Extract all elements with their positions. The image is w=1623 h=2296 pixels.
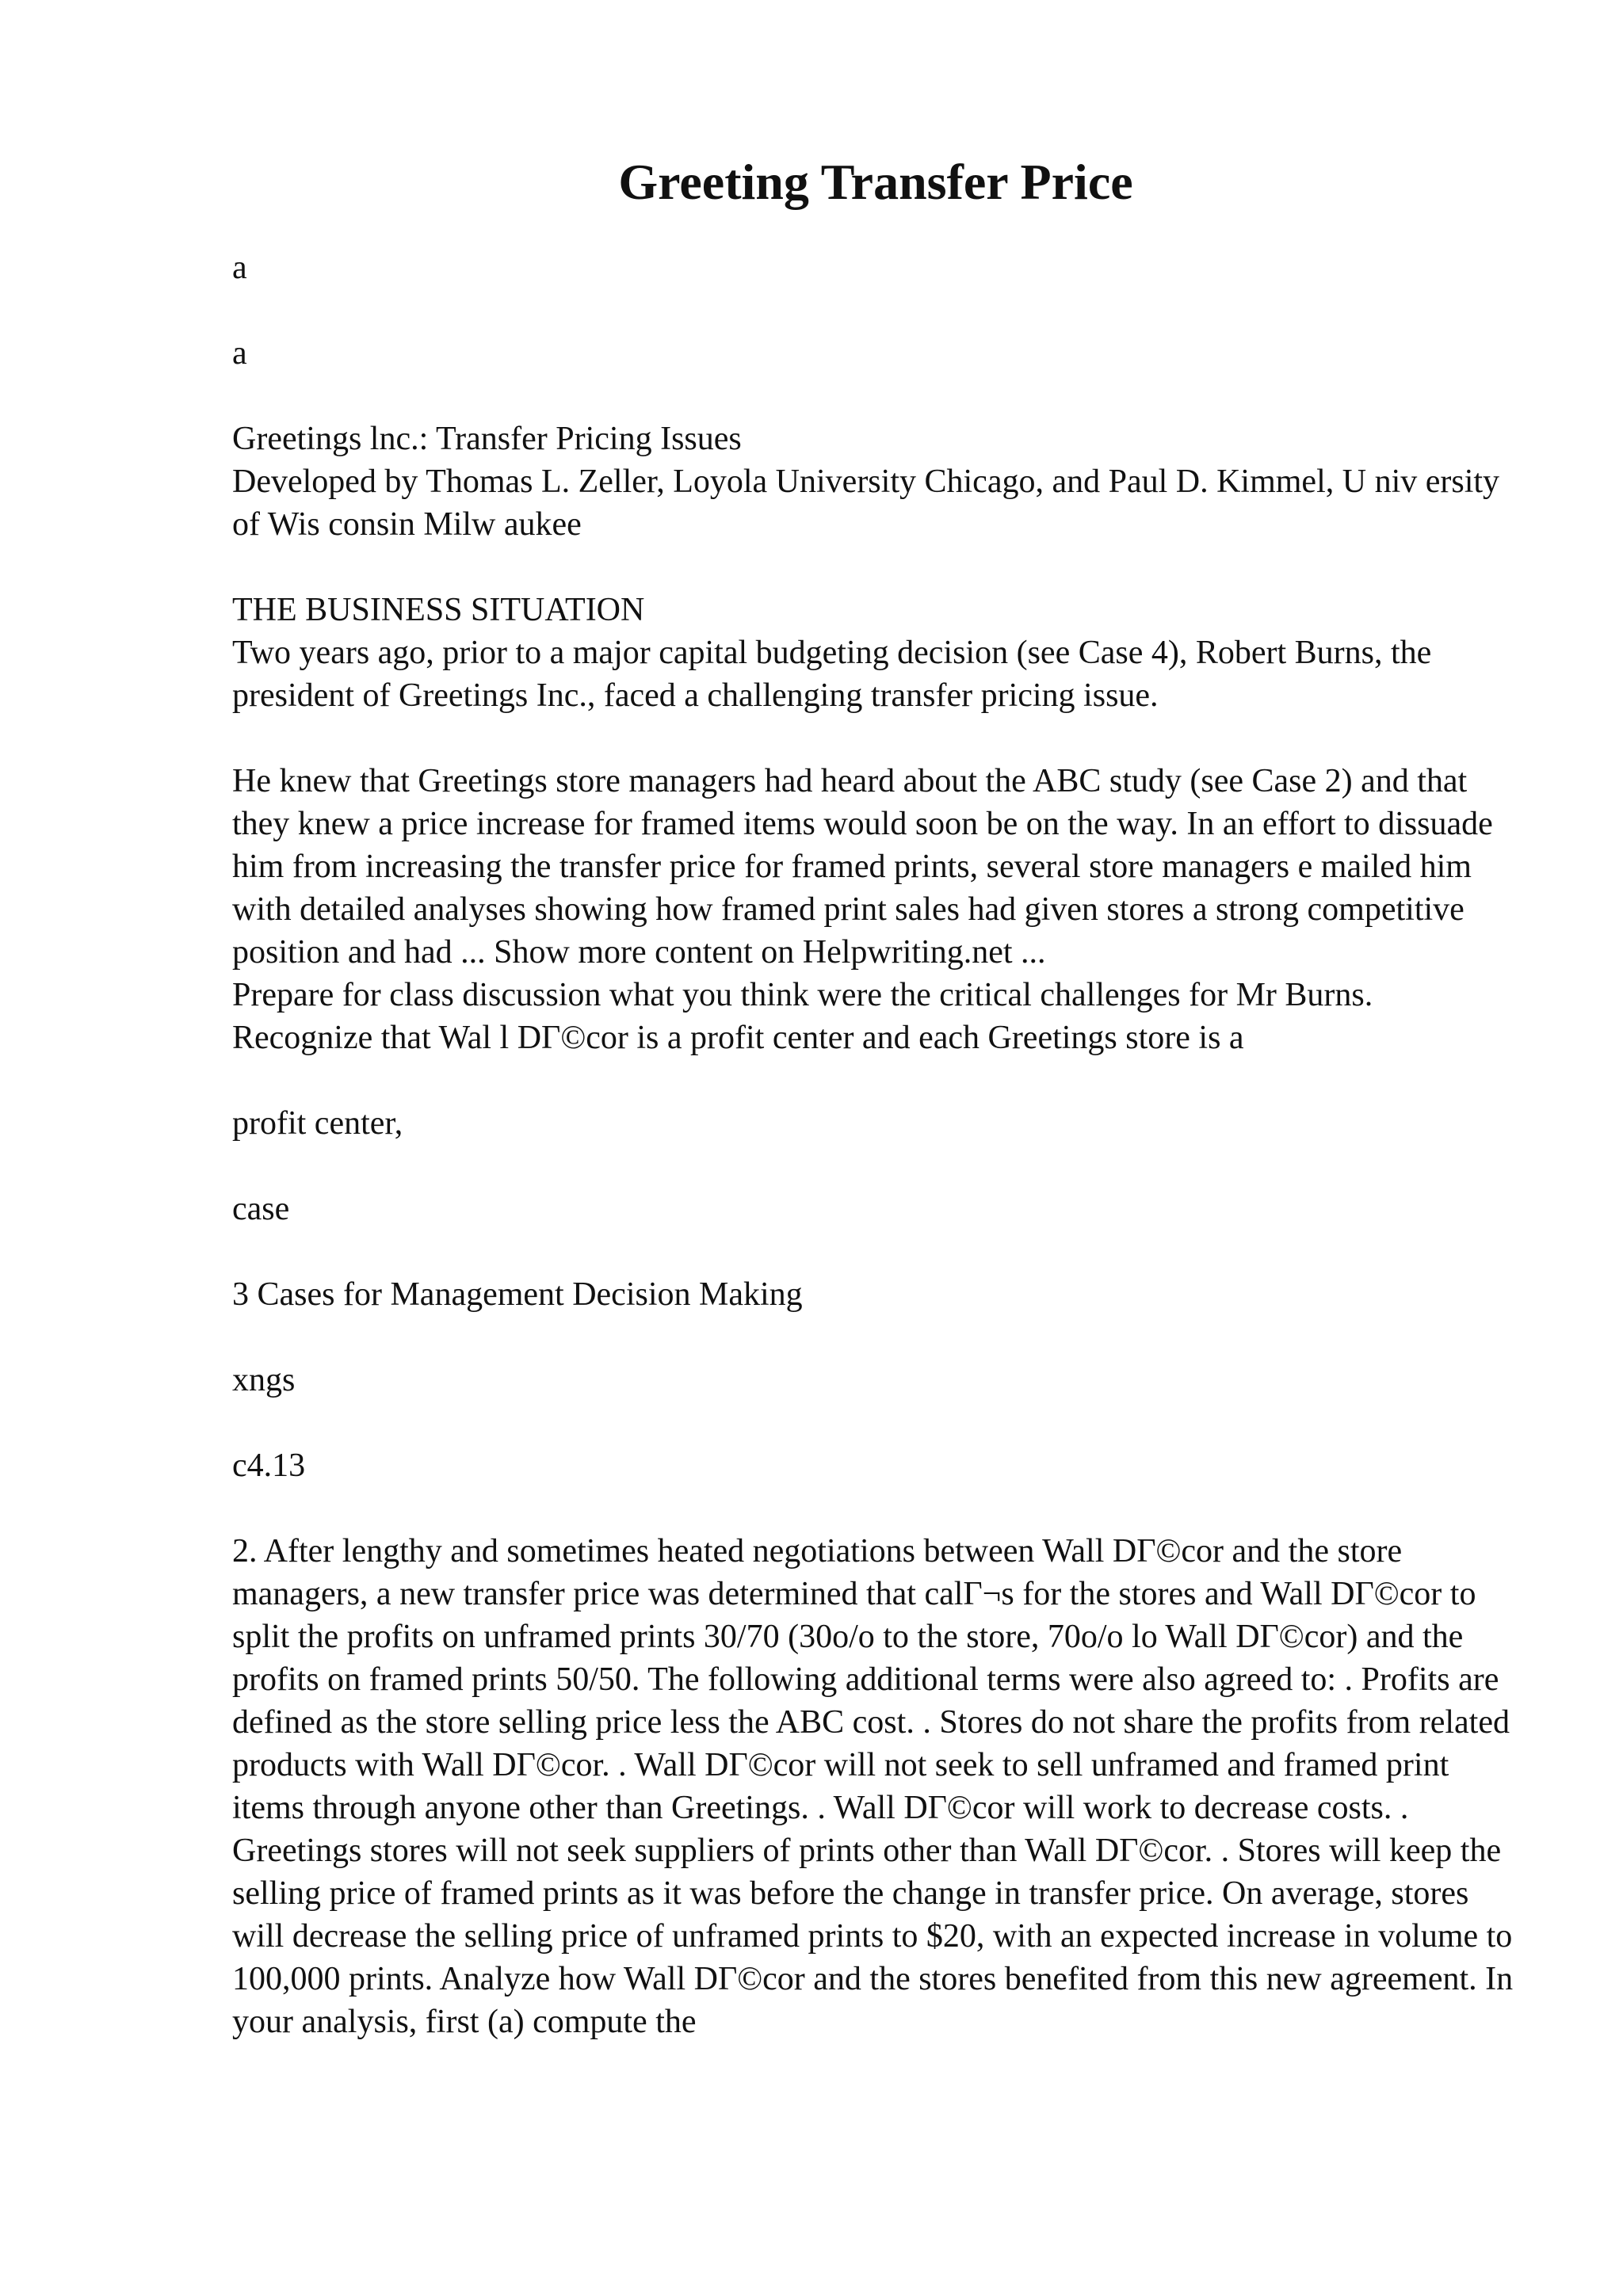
paragraph-negotiations: 2. After lengthy and sometimes heated negotiations between Wall DΓ©cor and the store managers, a new transfer price was determined that calΓ¬s for the stores and Wall DΓ©cor to split the profits on unframed prints 30/70 (30o/o to the store, 70o/o lo Wall DΓ©cor) and the profits on framed prints 50/50. The following additional terms were also agreed to: . Profits are defined as the store selling price less the ABC cost. . Stores do not share the profits from related products with Wall DΓ©cor. . Wall DΓ©cor will not seek to sell unframed and framed print items through anyone other than Greetings. . Wall DΓ©cor will work to decrease costs. . Greetings stores will not seek suppliers of prints other than Wall DΓ©cor. . Stores will keep the selling price of framed prints as it was before the change in transfer price. On average, stores will decrease the selling price of unframed prints to $20, with an expected increase in volume to 100,000 prints. Analyze how Wall DΓ©cor and the stores benefited from this new agreement. In your analysis, first (a) compute the [232, 1533, 1514, 2040]
paragraph-class-discussion: Prepare for class discussion what you think were the critical challenges for Mr Burns. Recognize that Wal l DΓ©cor is a profit center and each Greetings store is a [232, 977, 1373, 1056]
paragraph-a-2: a [232, 335, 247, 372]
document-title: Greeting Transfer Price [618, 154, 1133, 210]
paragraph-profit-center: profit center, [232, 1105, 403, 1142]
paragraph-c4-13: c4.13 [232, 1447, 306, 1484]
paragraph-case-header: Greetings lnc.: Transfer Pricing Issues Developed by Thomas L. Zeller, Loyola University Chicago, and Paul D. Kimmel, U niv ersity of Wis consin Milw aukee [232, 421, 1500, 543]
document-body [232, 246, 1516, 2086]
paragraph-cases-management: 3 Cases for Management Decision Making [232, 1276, 803, 1313]
paragraph-xngs: xngs [232, 1362, 296, 1398]
paragraph-case: case [232, 1191, 290, 1227]
paragraph-store-managers: He knew that Greetings store managers had heard about the ABC study (see Case 2) and that they knew a price increase for framed items would soon be on the way. In an effort to dissuade him from increasing the transfer price for framed prints, several store managers e mailed him with detailed analyses showing how framed print sales had given stores a strong competitive position and had ... Show more content on Helpwriting.net ... [232, 763, 1493, 971]
paragraph-business-situation: THE BUSINESS SITUATION Two years ago, prior to a major capital budgeting decision (see Case 4), Robert Burns, the president of Greetings Inc., faced a challenging transfer pricing issue. [232, 592, 1432, 714]
paragraph-a-1: a [232, 250, 247, 286]
